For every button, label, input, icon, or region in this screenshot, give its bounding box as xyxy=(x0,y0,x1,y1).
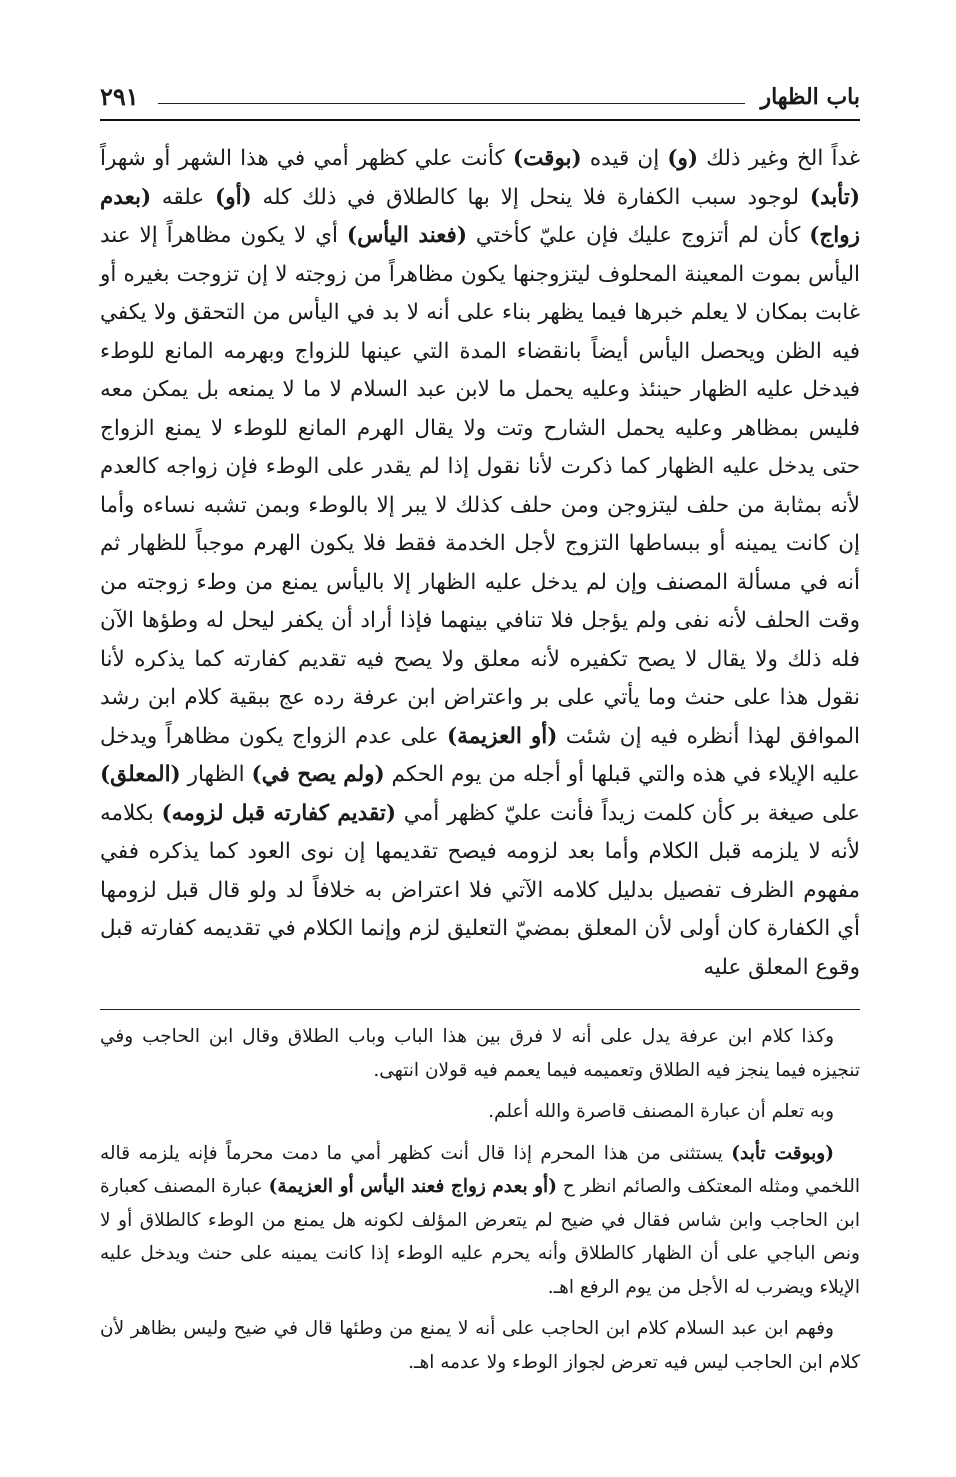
text-run: كأن لم أتزوج عليك فإن عليّ كأختي xyxy=(467,223,810,248)
bold-term: (وبوقت تأبد) xyxy=(731,1142,834,1164)
text-run: يستثنى من هذا المحرم إذا قال أنت كظهر أمي ما دمت محرماً فإنه يلزمه قاله اللخمي ومثله المعتكف والصائم انظر ح xyxy=(100,1142,860,1197)
text-run: على عدم الزواج يكون مظاهراً ويدخل عليه الإيلاء في هذه والتي قبلها أو أجله من يوم الحكم xyxy=(100,723,860,787)
text-run: غداً الخ وغير ذلك xyxy=(698,146,860,171)
text-run: وفهم ابن عبد السلام كلام ابن الحاجب على أنه لا يمنع من وطئها قال في ضيح وليس بظاهر لأن كلام ابن الحاجب ليس فيه تعرض لجواز الوطء ولا عدمه اهـ. xyxy=(100,1318,860,1373)
text-run: بكلامه لأنه لا يلزمه قبل الكلام وأما بعد لزومه فيصح تقديمها إن نوى العود كما يذكره ففي مفهوم الظرف تفصيل بدليل كلامه الآتي فلا اعتراض به خلافاً لد ولو قال قبل لزومها أي الكفارة كان أولى لأن المعلق بمضيّ التعليق لزم وإنما الكلام في تقديمه كفارته قبل وقوع المعلق عليه xyxy=(100,800,860,980)
footnote-paragraph xyxy=(100,1095,860,1129)
footnotes xyxy=(100,1020,860,1379)
footnote-paragraph xyxy=(100,1137,860,1305)
bold-term: (تقديم كفارته قبل لزومه) xyxy=(161,800,396,826)
text-run: وكذا كلام ابن عرفة يدل على أنه لا فرق بين هذا الباب وباب الطلاق وقال ابن الحاجب وفي تنجيزه فيما ينجز فيه الطلاق وتعميمه فيما يعمم فيه قولان انتهى. xyxy=(100,1026,860,1081)
footnote-paragraph xyxy=(100,1020,860,1087)
page-number: ٢٩١ xyxy=(100,82,139,111)
text-run: الظهار xyxy=(180,762,252,787)
text-run: علقه xyxy=(151,184,216,210)
footnote-paragraph xyxy=(100,1312,860,1379)
book-page xyxy=(100,70,860,1387)
text-run: لوجود سبب الكفارة فلا ينحل إلا بها كالطلاق في ذلك كله xyxy=(251,184,810,210)
bold-term: (ولم يصح في) xyxy=(251,762,385,787)
running-header xyxy=(100,70,860,118)
bold-term: (فعند اليأس) xyxy=(346,223,468,248)
bold-term: (أو العزيمة) xyxy=(447,723,558,749)
main-paragraph xyxy=(100,140,860,987)
chapter-title: باب الظهار xyxy=(760,84,860,110)
text-run: كأنت علي كظهر أمي في هذا الشهر أو شهراً xyxy=(100,146,513,171)
header-rule xyxy=(100,119,860,121)
main-text xyxy=(100,140,860,987)
text-run: أي لا يكون مظاهراً إلا عند اليأس بموت المعينة المحلوف ليتزوجنها يكون مظاهراً من زوجته لا إن تزوجت بغيره أو غابت بمكان لا يعلم خبرها فيما يظهر بناء على أنه لا بد في اليأس من التحقق ولا يكفي فيه الظن ويحصل اليأس أيضاً بانقضاء المدة التي عينها للزواج وبهرمه المانع للوطء فيدخل عليه الظهار حينئذ وعليه يحمل ما لابن عبد السلام لا ما لا يمنعه بل يمكن معه فليس بمظاهر وعليه يحمل الشارح وتت ولا يقال الهرم المانع للوطء لا يمنع الزواج حتى يدخل عليه الظهار كما ذكرت لأنا نقول إذا لم يقدر على الوطء فإن زواجه كالعدم لأنه بمثابة من حلف ليتزوجن ومن حلف كذلك لا يبر إلا بالوطء وبمن تشبه نساءه وأما إن كانت يمينه أو ببساطها التزوج لأجل الخدمة فقط فلا يكون الهرم موجباً للظهار ثم أنه في مسألة المصنف وإن لم يدخل عليه الظهار إلا باليأس يمنع من وطء زوجته من وقت الحلف لأنه نفى ولم يؤجل فلا تنافي بينهما فإذا أراد أن يكفر ليحل له وطؤها الآن فله ذلك ولا يقال لا يصح تكفيره لأنه معلق ولا يصح فيه تقديم كفارته كما يذكره لأنا نقول هذا على حنث وما يأتي على بر واعتراض ابن عرفة رده عج ببقية كلام ابن رشد الموافق لهذا أنظره فيه إن شئت xyxy=(100,223,860,749)
text-run: عبارة المصنف كعبارة ابن الحاجب وابن شاس فقال في ضيح لم يتعرض المؤلف لكونه هل يمنع من الوطء كالطلاق أو لا ونص الباجي على أن الظهار كالطلاق وأنه يحرم عليه الوطء إذا كانت يمينه على حنث ويدخل عليه الإيلاء ويضرب له الأجل من يوم الرفع اهـ. xyxy=(100,1176,860,1298)
bold-term: (أو بعدم زواج فعند اليأس أو العزيمة) xyxy=(268,1176,557,1197)
bold-term: (المعلق) xyxy=(100,762,181,787)
header-dash-line xyxy=(158,103,745,104)
text-run: وبه تعلم أن عبارة المصنف قاصرة والله أعلم. xyxy=(488,1101,834,1122)
footnote-separator xyxy=(100,1009,860,1010)
text-run: إن قيده xyxy=(581,146,668,171)
bold-term: (بعدم زواج) xyxy=(100,184,860,248)
bold-term: (أو) xyxy=(215,184,252,210)
bold-term: (تأبد) xyxy=(809,184,860,210)
bold-term: (و) xyxy=(667,146,699,171)
bold-term: (بوقت) xyxy=(512,146,582,171)
text-run: على صيغة بر كأن كلمت زيداً فأنت عليّ كظهر أمي xyxy=(396,800,860,826)
